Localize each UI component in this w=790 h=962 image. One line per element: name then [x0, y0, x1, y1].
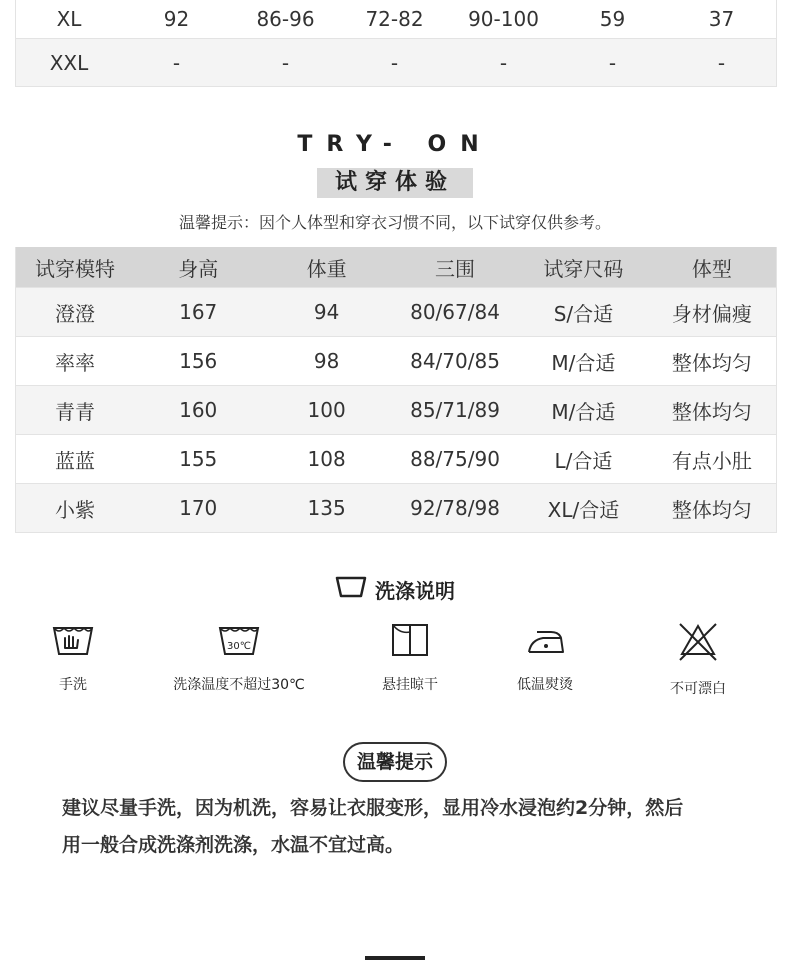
wash-basin-icon — [335, 574, 367, 604]
table-header-cell: 试穿尺码 — [543, 256, 624, 281]
table-cell: - — [172, 50, 181, 75]
table-cell: 59 — [599, 7, 626, 31]
table-cell: 72-82 — [365, 7, 424, 31]
table-cell: 155 — [179, 447, 218, 471]
table-row — [16, 337, 776, 386]
table-cell: 身材偏瘦 — [671, 301, 752, 326]
tips-line: 建议尽量手洗，因为机洗，容易让衣服变形，显用冷水浸泡约2分钟，然后 — [62, 797, 684, 819]
table-cell: 170 — [179, 496, 218, 520]
tips-badge: 温馨提示 — [343, 742, 447, 782]
tryon-note: 温馨提示：因个人体型和穿衣习惯不同，以下试穿仅供参考。 — [178, 213, 611, 232]
table-row — [16, 0, 776, 39]
table-row — [16, 386, 776, 435]
table-cell: 84/70/85 — [410, 349, 500, 373]
tips-badge-wrap — [0, 742, 790, 782]
table-row — [16, 435, 776, 484]
table-header-cell: 试穿模特 — [35, 256, 115, 281]
table-cell: 92 — [163, 7, 190, 31]
iron-low-icon — [465, 620, 625, 660]
tips-body — [62, 790, 742, 864]
table-cell: 98 — [313, 349, 340, 373]
table-cell: 88/75/90 — [410, 447, 500, 471]
table-cell: L/合适 — [554, 448, 613, 473]
table-cell: S/合适 — [553, 301, 614, 326]
table-cell: - — [281, 50, 290, 75]
table-cell: 86-96 — [256, 7, 315, 31]
wash-30c-icon — [159, 620, 319, 660]
table-cell: 108 — [307, 447, 346, 471]
wash-title — [0, 574, 790, 604]
table-cell: 135 — [307, 496, 346, 520]
wash-title-text: 洗涤说明 — [375, 578, 455, 603]
table-cell: 澄澄 — [55, 301, 95, 326]
table-cell: XL/合适 — [547, 497, 620, 522]
table-cell: - — [717, 50, 726, 75]
wash-item-label: 洗涤温度不超过30℃ — [173, 677, 305, 693]
table-cell: 85/71/89 — [410, 398, 500, 422]
table-cell: 156 — [179, 349, 218, 373]
hand-wash-icon — [0, 620, 153, 660]
table-header-row — [16, 247, 776, 288]
table-cell: XL — [56, 7, 82, 31]
tryon-table — [15, 247, 777, 533]
table-cell: M/合适 — [551, 399, 616, 424]
table-row — [16, 484, 776, 533]
table-cell: 率率 — [55, 350, 95, 375]
table-header-cell: 三围 — [435, 256, 476, 281]
table-cell: 160 — [179, 398, 218, 422]
table-header-cell: 体型 — [691, 256, 732, 281]
table-row — [16, 288, 776, 337]
table-header-cell: 体重 — [306, 256, 347, 281]
wash-item-label: 手洗 — [59, 677, 87, 693]
table-cell: 整体均匀 — [671, 350, 752, 375]
table-cell: 94 — [313, 300, 340, 324]
wash-item-label: 低温熨烫 — [517, 677, 573, 693]
table-cell: 100 — [307, 398, 346, 422]
table-cell: 小紫 — [55, 497, 95, 522]
table-header-cell: 身高 — [178, 256, 219, 281]
wash-item — [465, 620, 625, 694]
table-cell: M/合适 — [551, 350, 616, 375]
table-cell: 80/67/84 — [410, 300, 500, 324]
table-cell: - — [390, 50, 399, 75]
table-cell: 37 — [708, 7, 735, 31]
table-cell: XXL — [49, 50, 89, 75]
size-table — [15, 0, 777, 87]
tryon-title-cn: 试穿体验 — [317, 168, 473, 198]
wash-item-label: 悬挂晾干 — [382, 677, 438, 693]
table-cell: 有点小肚 — [671, 448, 752, 473]
tryon-title-en: TRY- ON — [297, 132, 493, 157]
table-cell: 整体均匀 — [671, 497, 752, 522]
table-cell: 92/78/98 — [410, 496, 500, 520]
tryon-title-cn-wrap — [0, 168, 790, 198]
wash-30c-text: 30℃ — [227, 641, 251, 652]
no-bleach-icon — [618, 620, 778, 664]
wash-item — [0, 620, 153, 694]
tips-line: 用一般合成洗涤剂洗涤，水温不宜过高。 — [62, 834, 405, 856]
table-cell: 90-100 — [468, 7, 539, 31]
wash-item — [618, 620, 778, 698]
table-cell: 整体均匀 — [671, 399, 752, 424]
wash-item-label: 不可漂白 — [670, 681, 726, 697]
table-cell: - — [608, 50, 617, 75]
table-row — [16, 39, 776, 87]
wash-item — [159, 620, 319, 694]
table-cell: - — [499, 50, 508, 75]
table-cell: 蓝蓝 — [55, 448, 95, 473]
table-cell: 167 — [179, 300, 218, 324]
table-cell: 青青 — [55, 399, 95, 424]
